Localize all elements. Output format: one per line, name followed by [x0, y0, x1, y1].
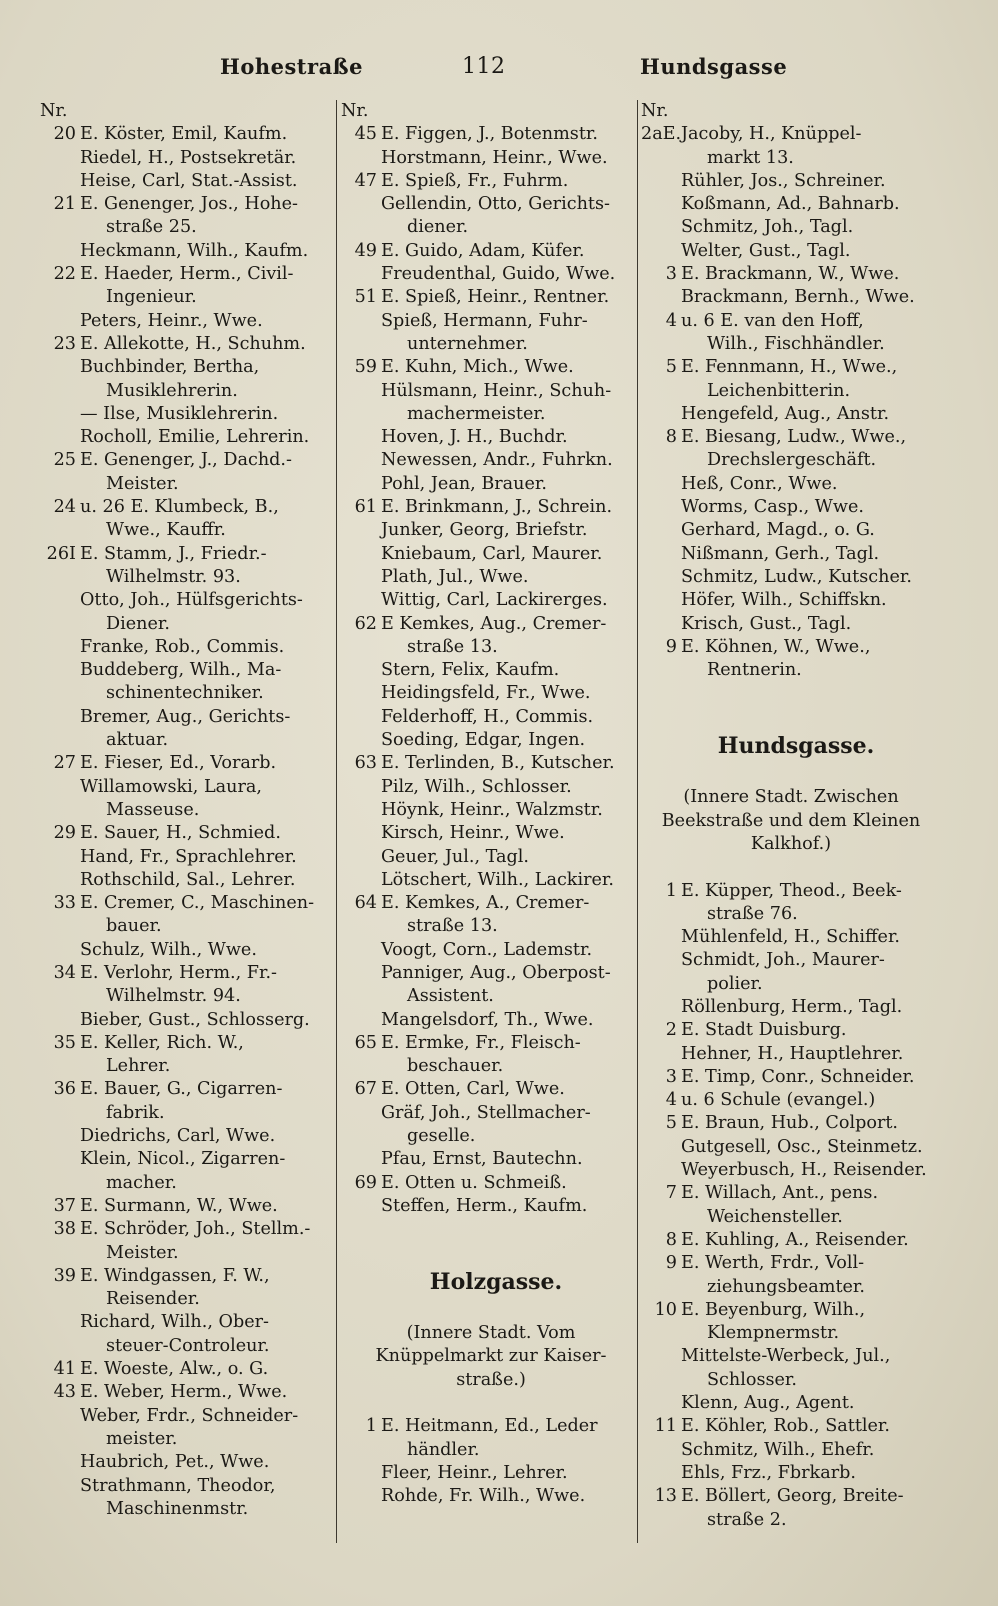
resident-text: E. Köhnen, W., Wwe., — [681, 636, 871, 657]
house-number: 39 — [53, 1265, 76, 1286]
house-number: 51 — [354, 287, 377, 308]
house-number: 62 — [354, 613, 377, 634]
resident-line: Hülsmann, Heinr., Schuh- — [381, 380, 612, 401]
continuation-line: straße 2. — [707, 1509, 787, 1530]
continuation-line: Diener. — [106, 613, 170, 634]
resident-line: Stern, Felix, Kaufm. — [381, 660, 560, 681]
resident-line: Krisch, Gust., Tagl. — [681, 613, 852, 634]
house-entry — [40, 1265, 340, 1288]
house-number: 1 — [665, 880, 677, 901]
resident-line: Bieber, Gust., Schlosserg. — [80, 1009, 310, 1030]
house-number: 4 — [665, 1090, 677, 1111]
house-entry — [40, 1358, 340, 1381]
house-entry — [40, 496, 340, 519]
continuation-line: händler. — [407, 1439, 480, 1460]
resident-text: E. Otten, Carl, Wwe. — [381, 1079, 565, 1100]
house-number: 7 — [665, 1183, 677, 1204]
resident-line: Franke, Rob., Commis. — [80, 636, 285, 657]
continuation-line: meister. — [106, 1428, 178, 1449]
continuation-line: Masseuse. — [106, 799, 200, 820]
resident-line: Rothschild, Sal., Lehrer. — [80, 869, 296, 890]
resident-text: E. Willach, Ant., pens. — [681, 1183, 879, 1204]
resident-line: Schulz, Wilh., Wwe. — [80, 939, 257, 960]
house-number: 49 — [354, 240, 377, 261]
column-header-nr: Nr. — [341, 101, 369, 121]
resident-text: E. Beyenburg, Wilh., — [681, 1299, 866, 1320]
resident-line: Otto, Joh., Hülfsgerichts- — [80, 590, 303, 611]
street-description: (Innere Stadt. Zwischen — [683, 787, 899, 808]
resident-text: E. Kuhling, A., Reisender. — [681, 1229, 909, 1250]
resident-line: Welter, Gust., Tagl. — [681, 240, 851, 261]
house-entry — [641, 310, 941, 333]
resident-line: Schmitz, Joh., Tagl. — [681, 217, 854, 238]
resident-line: Schmitz, Ludw., Kutscher. — [681, 566, 912, 587]
resident-text: Jacoby, H., Knüppel- — [681, 124, 862, 145]
resident-text: E. Werth, Frdr., Voll- — [681, 1253, 865, 1274]
house-number: 26I — [46, 543, 76, 564]
resident-line: Strathmann, Theodor, — [80, 1475, 276, 1496]
resident-line: Klein, Nicol., Zigarren- — [80, 1149, 286, 1170]
house-entry — [641, 1112, 941, 1135]
house-entry — [641, 1415, 941, 1438]
continuation-line: Ingenieur. — [106, 287, 197, 308]
house-entry — [40, 1078, 340, 1101]
house-entry — [40, 1381, 340, 1404]
house-entry — [641, 1019, 941, 1042]
house-number: 10 — [654, 1299, 677, 1320]
continuation-line: straße 25. — [106, 217, 197, 238]
resident-text: u. 6 Schule (evangel.) — [681, 1090, 876, 1111]
continuation-line: Leichenbitterin. — [707, 380, 851, 401]
continuation-line: polier. — [707, 973, 763, 994]
resident-text: E. Sauer, H., Schmied. — [80, 823, 281, 844]
street-description: Beekstraße und dem Kleinen — [661, 810, 921, 831]
resident-text: E. Weber, Herm., Wwe. — [80, 1382, 288, 1403]
resident-text: E. Fieser, Ed., Vorarb. — [80, 753, 277, 774]
spacer — [341, 1392, 641, 1415]
house-number: 2 — [665, 1020, 677, 1041]
resident-line: Rühler, Jos., Schreiner. — [681, 170, 886, 191]
resident-line: Höynk, Heinr., Walzmstr. — [381, 799, 603, 820]
continuation-line: Maschinenmstr. — [106, 1498, 249, 1519]
resident-line: Gutgesell, Osc., Steinmetz. — [681, 1136, 923, 1157]
resident-text: E. Kuhn, Mich., Wwe. — [381, 357, 574, 378]
house-entry — [641, 263, 941, 286]
house-number: 21 — [53, 194, 76, 215]
resident-text: E. Küpper, Theod., Beek- — [681, 880, 902, 901]
resident-text: E. Köster, Emil, Kaufm. — [80, 124, 288, 145]
house-number: 33 — [53, 893, 76, 914]
resident-line: Höfer, Wilh., Schiffskn. — [681, 590, 887, 611]
house-entry — [40, 449, 340, 472]
resident-text: E. Köhler, Rob., Sattler. — [681, 1416, 890, 1437]
house-entry — [341, 356, 641, 379]
resident-line: Worms, Casp., Wwe. — [681, 497, 864, 518]
house-entry — [641, 123, 941, 146]
house-number: 3 — [665, 264, 677, 285]
resident-text: E. Terlinden, B., Kutscher. — [381, 753, 615, 774]
continuation-line: machermeister. — [407, 403, 546, 424]
house-number: 41 — [53, 1359, 76, 1380]
house-entry — [341, 123, 641, 146]
house-entry — [40, 1195, 340, 1218]
column-3 — [641, 100, 941, 1532]
continuation-line: Assistent. — [407, 986, 494, 1007]
resident-text: E. Brinkmann, J., Schrein. — [381, 497, 613, 518]
house-number: 24 — [53, 497, 76, 518]
resident-line: Heß, Conr., Wwe. — [681, 473, 838, 494]
resident-line: Plath, Jul., Wwe. — [381, 566, 529, 587]
continuation-line: aktuar. — [106, 730, 169, 751]
house-entry — [341, 613, 641, 636]
resident-text: E. Allekotte, H., Schuhm. — [80, 333, 306, 354]
house-entry — [40, 193, 340, 216]
continuation-line: Meister. — [106, 1242, 179, 1263]
house-entry — [641, 1066, 941, 1089]
house-number: 37 — [53, 1195, 76, 1216]
resident-text: E Kemkes, Aug., Cremer- — [381, 613, 607, 634]
house-entry — [341, 892, 641, 915]
house-number: 11 — [654, 1416, 677, 1437]
spacer — [641, 682, 941, 705]
house-number: 23 — [53, 333, 76, 354]
house-number: 34 — [53, 962, 76, 983]
house-number: 25 — [53, 450, 76, 471]
resident-line: Fleer, Heinr., Lehrer. — [381, 1462, 568, 1483]
house-number: 64 — [354, 893, 377, 914]
resident-text: E. Keller, Rich. W., — [80, 1032, 244, 1053]
house-number: 2aE. — [641, 124, 682, 145]
house-number: 27 — [53, 753, 76, 774]
resident-line: Lötschert, Wilh., Lackirer. — [381, 869, 614, 890]
house-entry — [40, 543, 340, 566]
resident-text: E. Brackmann, W., Wwe. — [681, 264, 900, 285]
resident-line: Heckmann, Wilh., Kaufm. — [80, 240, 309, 261]
house-entry — [641, 1252, 941, 1275]
house-number: 59 — [354, 357, 377, 378]
resident-line: Horstmann, Heinr., Wwe. — [381, 147, 608, 168]
continuation-line: Lehrer. — [106, 1056, 171, 1077]
resident-text: E. Fennmann, H., Wwe., — [681, 357, 898, 378]
continuation-line: Reisender. — [106, 1289, 200, 1310]
continuation-line: straße 13. — [407, 916, 498, 937]
resident-line: Hengefeld, Aug., Anstr. — [681, 403, 890, 424]
house-entry — [641, 636, 941, 659]
house-entry — [641, 880, 941, 903]
resident-line: Ehls, Frz., Fbrkarb. — [681, 1462, 856, 1483]
continuation-line: Meister. — [106, 473, 179, 494]
resident-line: Hehner, H., Hauptlehrer. — [681, 1043, 904, 1064]
house-number: 1 — [365, 1416, 377, 1437]
column-2 — [341, 100, 641, 1509]
street-heading: Hundsgasse. — [717, 733, 875, 760]
continuation-line: straße 76. — [707, 903, 798, 924]
continuation-line: Klempnermstr. — [707, 1323, 840, 1344]
spacer — [341, 1299, 641, 1322]
house-number: 29 — [53, 823, 76, 844]
column-header-nr: Nr. — [40, 101, 68, 121]
resident-line: Wittig, Carl, Lackirerges. — [381, 590, 608, 611]
resident-text: E. Woeste, Alw., o. G. — [80, 1359, 269, 1380]
house-entry — [341, 1078, 641, 1101]
resident-text: E. Haeder, Herm., Civil- — [80, 264, 294, 285]
continuation-line: Rentnerin. — [707, 660, 802, 681]
resident-line: Pfau, Ernst, Bautechn. — [381, 1149, 583, 1170]
resident-line: Buchbinder, Bertha, — [80, 357, 260, 378]
resident-text: E. Braun, Hub., Colport. — [681, 1113, 899, 1134]
house-number: 63 — [354, 753, 377, 774]
continuation-line: geselle. — [407, 1126, 476, 1147]
resident-line: Geuer, Jul., Tagl. — [381, 846, 529, 867]
continuation-line: Schlosser. — [707, 1369, 797, 1390]
resident-text: E. Kemkes, A., Cremer- — [381, 893, 590, 914]
house-entry — [641, 1299, 941, 1322]
house-entry — [40, 1032, 340, 1055]
house-number: 67 — [354, 1079, 377, 1100]
house-number: 4 — [665, 310, 677, 331]
resident-text: E. Böllert, Georg, Breite- — [681, 1486, 904, 1507]
running-header-left: Hohestraße — [220, 54, 363, 79]
continuation-line: unternehmer. — [407, 333, 528, 354]
house-entry — [641, 1485, 941, 1508]
resident-line: Koßmann, Ad., Bahnarb. — [681, 194, 900, 215]
continuation-line: Wilhelmstr. 93. — [106, 566, 241, 587]
house-number: 69 — [354, 1172, 377, 1193]
resident-text: E. Heitmann, Ed., Leder — [381, 1416, 598, 1437]
resident-line: Pilz, Wilh., Schlosser. — [381, 776, 572, 797]
house-number: 38 — [53, 1219, 76, 1240]
continuation-line: Wilh., Fischhändler. — [707, 333, 885, 354]
resident-line: Weber, Frdr., Schneider- — [80, 1405, 299, 1426]
street-description: Knüppelmarkt zur Kaiser- — [375, 1346, 607, 1367]
continuation-line: ziehungsbeamter. — [707, 1276, 865, 1297]
resident-text: E. Verlohr, Herm., Fr.- — [80, 962, 277, 983]
resident-line: Gerhard, Magd., o. G. — [681, 520, 875, 541]
house-number: 35 — [53, 1032, 76, 1053]
page-number: 112 — [462, 54, 506, 79]
house-entry — [641, 426, 941, 449]
resident-line: Peters, Heinr., Wwe. — [80, 310, 263, 331]
resident-text: E. Windgassen, F. W., — [80, 1265, 270, 1286]
resident-line: Soeding, Edgar, Ingen. — [381, 730, 586, 751]
house-entry — [40, 1218, 340, 1241]
house-number: 5 — [665, 1113, 677, 1134]
house-number: 5 — [665, 357, 677, 378]
house-number: 8 — [665, 1229, 677, 1250]
resident-line: Gräf, Joh., Stellmacher- — [381, 1102, 591, 1123]
house-entry — [40, 962, 340, 985]
resident-line: Rohde, Fr. Wilh., Wwe. — [381, 1486, 586, 1507]
house-number: 20 — [53, 124, 76, 145]
resident-line: Willamowski, Laura, — [80, 776, 262, 797]
resident-text: E. Stadt Duisburg. — [681, 1020, 847, 1041]
house-number: 9 — [665, 636, 677, 657]
resident-line: Newessen, Andr., Fuhrkn. — [381, 450, 613, 471]
resident-text: E. Biesang, Ludw., Wwe., — [681, 427, 907, 448]
house-entry — [641, 1182, 941, 1205]
house-entry — [341, 1172, 641, 1195]
resident-line: Junker, Georg, Briefstr. — [381, 520, 588, 541]
resident-text: E. Spieß, Fr., Fuhrm. — [381, 170, 569, 191]
resident-line: Hand, Fr., Sprachlehrer. — [80, 846, 297, 867]
house-number: 36 — [53, 1079, 76, 1100]
resident-text: E. Genenger, J., Dachd.- — [80, 450, 292, 471]
resident-text: u. 6 E. van den Hoff, — [681, 310, 864, 331]
resident-line: Heidingsfeld, Fr., Wwe. — [381, 683, 591, 704]
resident-text: E. Otten u. Schmeiß. — [381, 1172, 567, 1193]
resident-line: Riedel, H., Postsekretär. — [80, 147, 297, 168]
resident-line: Röllenburg, Herm., Tagl. — [681, 996, 903, 1017]
running-header-right: Hundsgasse — [640, 54, 788, 79]
resident-text: u. 26 E. Klumbeck, B., — [80, 497, 279, 518]
house-entry — [341, 170, 641, 193]
column-header-nr: Nr. — [641, 101, 669, 121]
continuation-line: steuer-Controleur. — [106, 1335, 270, 1356]
resident-line: Diedrichs, Carl, Wwe. — [80, 1126, 276, 1147]
house-number: 43 — [53, 1382, 76, 1403]
house-number: 3 — [665, 1066, 677, 1087]
resident-line: Buddeberg, Wilh., Ma- — [80, 660, 282, 681]
resident-line: Felderhoff, H., Commis. — [381, 706, 594, 727]
continuation-line: straße 13. — [407, 636, 498, 657]
house-number: 45 — [354, 124, 377, 145]
resident-line: Heise, Carl, Stat.-Assist. — [80, 170, 298, 191]
resident-line: Schmidt, Joh., Maurer- — [681, 950, 885, 971]
house-number: 9 — [665, 1253, 677, 1274]
column-1 — [40, 100, 340, 1521]
house-entry — [341, 496, 641, 519]
continuation-line: macher. — [106, 1172, 177, 1193]
resident-line: Kirsch, Heinr., Wwe. — [381, 823, 565, 844]
resident-line: Spieß, Hermann, Fuhr- — [381, 310, 588, 331]
house-number: 65 — [354, 1032, 377, 1053]
resident-line: Pohl, Jean, Brauer. — [381, 473, 547, 494]
house-entry — [341, 1415, 641, 1438]
continuation-line: Drechslergeschäft. — [707, 450, 877, 471]
continuation-line: schinentechniker. — [106, 683, 264, 704]
resident-line: Bremer, Aug., Gerichts- — [80, 706, 291, 727]
spacer — [641, 763, 941, 786]
resident-text: E. Stamm, J., Friedr.- — [80, 543, 267, 564]
spacer — [641, 706, 941, 729]
house-entry — [341, 1032, 641, 1055]
resident-line: Richard, Wilh., Ober- — [80, 1312, 269, 1333]
house-number: 47 — [354, 170, 377, 191]
house-entry — [341, 286, 641, 309]
continuation-line: Weichensteller. — [707, 1206, 843, 1227]
resident-line: Mittelste-Werbeck, Jul., — [681, 1346, 891, 1367]
resident-text: E. Surmann, W., Wwe. — [80, 1195, 278, 1216]
resident-line: Hoven, J. H., Buchdr. — [381, 427, 568, 448]
resident-line: Steffen, Herm., Kaufm. — [381, 1195, 588, 1216]
resident-line: — Ilse, Musiklehrerin. — [80, 403, 279, 424]
house-entry — [40, 263, 340, 286]
house-number: 22 — [53, 264, 76, 285]
resident-line: Kniebaum, Carl, Maurer. — [381, 543, 603, 564]
street-description: straße.) — [456, 1369, 526, 1390]
house-entry — [40, 123, 340, 146]
resident-line: Mangelsdorf, Th., Wwe. — [381, 1009, 594, 1030]
resident-text: E. Genenger, Jos., Hohe- — [80, 194, 298, 215]
house-number: 61 — [354, 497, 377, 518]
house-entry — [341, 240, 641, 263]
house-entry — [40, 892, 340, 915]
continuation-line: Musiklehrerin. — [106, 380, 238, 401]
resident-text: E. Guido, Adam, Küfer. — [381, 240, 585, 261]
house-number: 13 — [654, 1486, 677, 1507]
resident-line: Brackmann, Bernh., Wwe. — [681, 287, 915, 308]
resident-text: E. Cremer, C., Maschinen- — [80, 893, 315, 914]
continuation-line: diener. — [407, 217, 469, 238]
house-number: 8 — [665, 427, 677, 448]
resident-line: Nißmann, Gerh., Tagl. — [681, 543, 880, 564]
house-entry — [641, 1089, 941, 1112]
street-description: Kalkhof.) — [750, 833, 832, 854]
resident-text: E. Figgen, J., Botenmstr. — [381, 124, 598, 145]
continuation-line: beschauer. — [407, 1056, 504, 1077]
continuation-line: markt 13. — [707, 147, 794, 168]
resident-line: Schmitz, Wilh., Ehefr. — [681, 1439, 875, 1460]
house-entry — [641, 356, 941, 379]
resident-text: E. Bauer, G., Cigarren- — [80, 1079, 283, 1100]
house-entry — [40, 333, 340, 356]
spacer — [341, 1218, 641, 1241]
resident-text: E. Ermke, Fr., Fleisch- — [381, 1032, 581, 1053]
continuation-line: bauer. — [106, 916, 162, 937]
resident-text: E. Timp, Conr., Schneider. — [681, 1066, 915, 1087]
resident-text: E. Spieß, Heinr., Rentner. — [381, 287, 610, 308]
continuation-line: Wilhelmstr. 94. — [106, 986, 241, 1007]
street-description: (Innere Stadt. Vom — [406, 1323, 576, 1344]
resident-line: Haubrich, Pet., Wwe. — [80, 1452, 270, 1473]
resident-line: Voogt, Corn., Lademstr. — [381, 939, 593, 960]
house-entry — [341, 752, 641, 775]
house-entry — [40, 822, 340, 845]
resident-line: Freudenthal, Guido, Wwe. — [381, 264, 616, 285]
house-entry — [40, 752, 340, 775]
continuation-line: Wwe., Kauffr. — [106, 520, 226, 541]
resident-line: Weyerbusch, H., Reisender. — [681, 1160, 927, 1181]
resident-line: Klenn, Aug., Agent. — [681, 1393, 855, 1414]
resident-line: Mühlenfeld, H., Schiffer. — [681, 927, 901, 948]
street-heading: Holzgasse. — [429, 1268, 563, 1295]
house-entry — [641, 1229, 941, 1252]
resident-line: Gellendin, Otto, Gerichts- — [381, 194, 610, 215]
continuation-line: fabrik. — [106, 1102, 165, 1123]
resident-text: E. Schröder, Joh., Stellm.- — [80, 1219, 311, 1240]
spacer — [341, 1242, 641, 1265]
resident-line: Panniger, Aug., Oberpost- — [381, 962, 611, 983]
spacer — [641, 856, 941, 879]
resident-line: Rocholl, Emilie, Lehrerin. — [80, 427, 310, 448]
